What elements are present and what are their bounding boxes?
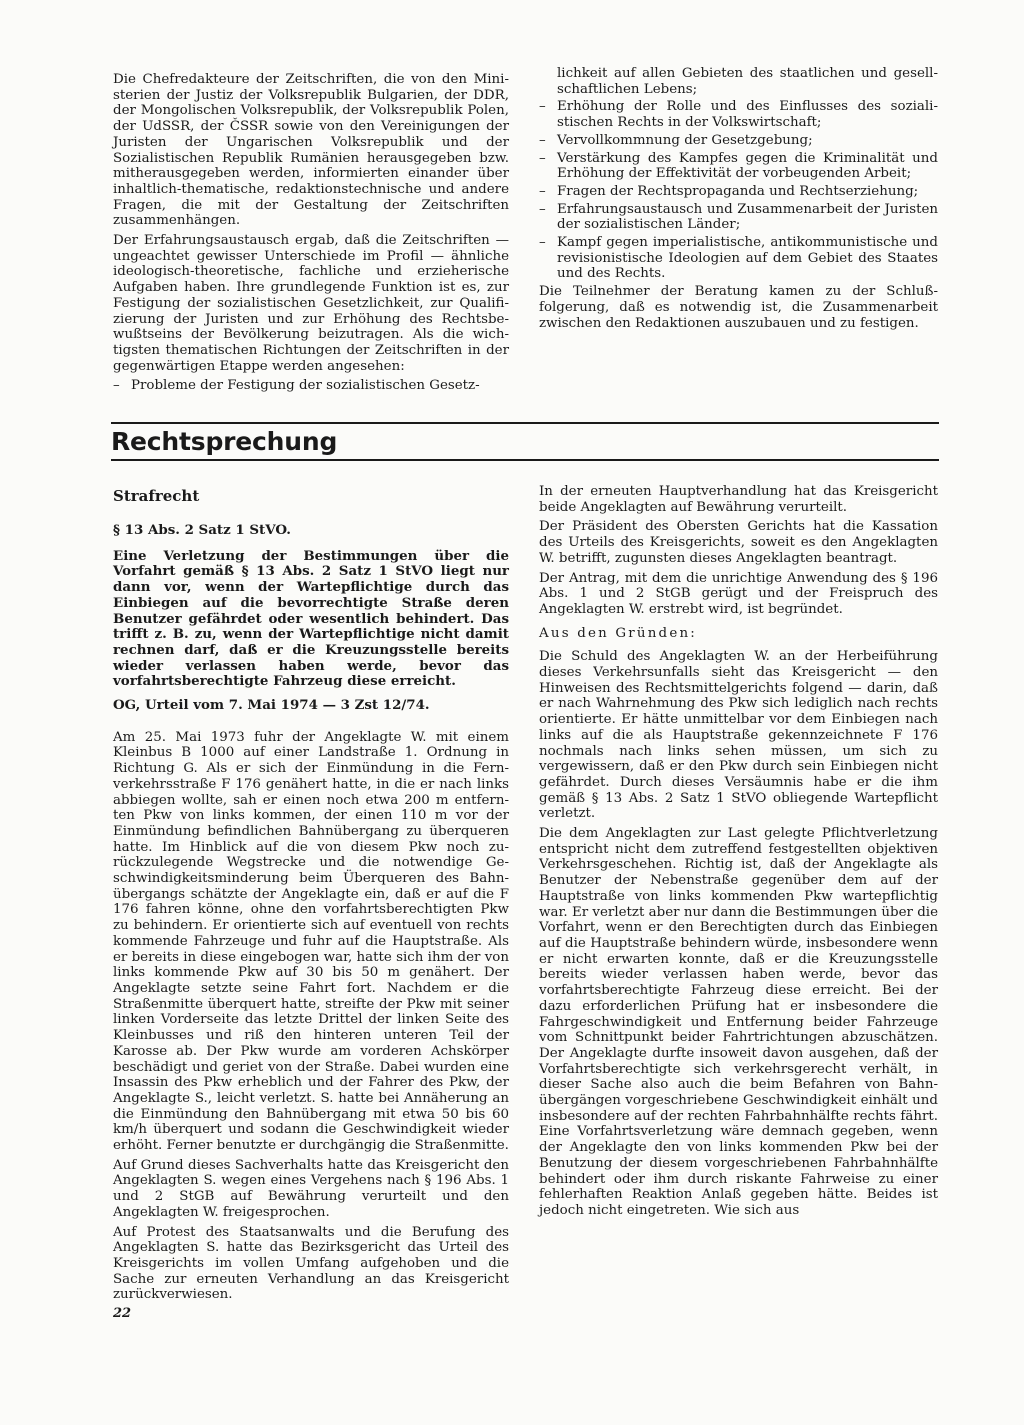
- case-left-column: [113, 484, 509, 1307]
- section-rule-top: [111, 422, 939, 424]
- intro-right-column: [539, 66, 938, 335]
- intro-paragraph: Die Chefredakteure der Zeitschriften, die von den Ministerien der Justiz der Volksrepublik Bulgarien, der DDR, der Mongolischen Volksrepublik, der Volksrepublik Polen, der UdSSR, der ČSSR sowie von den Vereinigungen der Juristen der Ungarischen Volksrepublik und der Sozialistischen Republik Rumänien herausgegeben bzw. mitherausgegeben werden, informierten einander über inhaltlich-thematische, redaktionstechnische und andere Fragen, die mit der Gestaltung der Zeitschriften zusammenhängen.: [113, 72, 509, 229]
- facts-paragraph: Auf Grund dieses Sachverhalts hatte das Kreisgericht den Angeklagten S. wegen eines Vergehens nach § 196 Abs. 1 und 2 StGB auf Bewährung verurteilt und den Angeklagten W. freigesprochen.: [113, 1157, 509, 1220]
- topic-bullet: – Erhöhung der Rolle und des Einflusses des sozialistischen Rechts in der Volkswirtschaft;: [539, 99, 938, 130]
- topic-bullet: – Erfahrungsaustausch und Zusammenarbeit der Juristen der sozialistischen Länder;: [539, 202, 938, 233]
- intro-paragraph: Der Erfahrungsaustausch ergab, daß die Zeitschriften — ungeachtet gewisser Unterschiede im Profil — ähnliche ideologisch-theoretische, fachliche und erzieherische Aufgaben haben. Ihre grundlegende Funktion ist es, zur Festigung der sozialistischen Gesetzlichkeit, zur Qualifizierung der Juristen und zur Erhöhung des Rechtsbewußtseins der Bevölkerung beizutragen. Als die wichtigsten thematischen Richtungen der Zeitschriften in der gegenwärtigen Etappe werden angesehen:: [113, 233, 509, 374]
- legal-reference: § 13 Abs. 2 Satz 1 StVO.: [113, 522, 291, 538]
- reasons-heading: Aus den Gründen:: [539, 625, 697, 641]
- decision-citation: OG, Urteil vom 7. Mai 1974 — 3 Zst 12/74.: [113, 697, 430, 714]
- section-rule-bottom: [111, 459, 939, 461]
- topic-bullet: – Fragen der Rechtspropaganda und Rechtserziehung;: [539, 184, 938, 200]
- reasons-paragraph: Die dem Angeklagten zur Last gelegte Pflichtverletzung entspricht nicht dem zutreffend festgestellten objektiven Verkehrsgeschehen. Richtig ist, daß der Angeklagte als Benutzer der Nebenstraße gegenüber dem auf der Hauptstraße von links kommenden Pkw wartepflichtig war. Er verletzt aber nur dann die Bestimmungen über die Vorfahrt, wenn er den Berechtigten durch das Einbiegen auf die Hauptstraße behindern würde, insbesondere wenn er nicht erwarten konnte, daß er die Kreuzungsstelle bereits wieder verlassen haben werde, bevor das vorfahrtsberechtigte Fahrzeug diese erreicht. Bei der dazu erforderlichen Prüfung hat er insbesondere die Fahrgeschwindigkeit und Entfernung beider Fahrzeuge vom Schnittpunkt beider Fahrtrichtungen abzuschätzen. Der Angeklagte durfte insoweit davon ausgehen, daß der Vorfahrtsberechtigte sich verkehrsgerecht verhält, in dieser Sache also auch die beim Befahren von Bahnübergängen vorgeschriebene Geschwindigkeit einhält und insbesondere auf der rechten Fahrbahnhälfte rechts fährt. Eine Vorfahrtsverletzung wäre demnach gegeben, wenn der Angeklagte den von links kommenden Pkw bei der Benutzung der diesem vorgeschriebenen Fahrbahnhälfte behindert oder ihm durch riskante Fahrweise zu einer fehlerhaften Reaktion Anlaß gegeben hätte. Beides ist jedoch nicht eingetreten. Wie sich aus: [539, 826, 938, 1218]
- subsection-heading: Strafrecht: [113, 487, 200, 505]
- procedure-paragraph: Der Antrag, mit dem die unrichtige Anwendung des § 196 Abs. 1 und 2 StGB gerügt und der Freispruch des Angeklagten W. erstrebt wird, ist begründet.: [539, 570, 938, 617]
- topic-bullet: – Kampf gegen imperialistische, antikommunistische und revisionistische Ideologien auf dem Gebiet des Staates und des Rechts.: [539, 235, 938, 282]
- conclusion-paragraph: Die Teilnehmer der Beratung kamen zu der Schlußfolgerung, daß es notwendig ist, die Zusammenarbeit zwischen den Redaktionen auszubauen und zu festigen.: [539, 284, 938, 331]
- intro-left-column: [113, 72, 509, 396]
- page-number: 22: [113, 1306, 132, 1321]
- topic-bullet: – Probleme der Festigung der sozialistischen Gesetz-: [113, 378, 509, 394]
- headnote: Eine Verletzung der Bestimmungen über die Vorfahrt gemäß § 13 Abs. 2 Satz 1 StVO liegt nur dann vor, wenn der Wartepflichtige durch das Einbiegen auf die bevorrechtigte Straße deren Benutzer gefährdet oder wesentlich behindert. Das trifft z. B. zu, wenn der Wartepflichtige nicht damit rechnen darf, daß er die Kreuzungsstelle bereits wieder verlassen haben werde, bevor das vorfahrtsberechtigte Fahrzeug diese erreicht.: [113, 547, 509, 690]
- topic-bullet: – Vervollkommnung der Gesetzgebung;: [539, 133, 938, 149]
- case-right-column: [539, 484, 938, 1223]
- facts-paragraph: Am 25. Mai 1973 fuhr der Angeklagte W. mit einem Kleinbus B 1000 auf einer Landstraße 1. Ordnung in Richtung G. Als er sich der Einmündung in die Fernverkehrsstraße F 176 genähert hatte, in die er nach links abbiegen wollte, sah er einen noch etwa 200 m entfernten Pkw von links kommen, der einen 110 m vor der Einmündung befindlichen Bahnübergang zu überqueren hatte. Im Hinblick auf die von diesem Pkw noch zurückzulegende Wegstrecke und die notwendige Geschwindigkeitsminderung beim Überqueren des Bahnübergangs schätzte der Angeklagte ein, daß er auf die F 176 fahren könne, ohne den vorfahrtsberechtigten Pkw zu behindern. Er orientierte sich auf eventuell von rechts kommende Fahrzeuge und fuhr auf die Hauptstraße. Als er bereits in diese eingebogen war, hatte sich ihm der von links kommende Pkw auf 30 bis 50 m genähert. Der Angeklagte setzte seine Fahrt fort. Nachdem er die Straßenmitte überquert hatte, streifte der Pkw mit seiner linken Vorderseite das letzte Drittel der linken Seite des Kleinbusses und riß den hinteren unteren Teil der Karosse ab. Der Pkw wurde am vorderen Achskörper beschädigt und geriet von der Straße. Dabei wurden eine Insassin des Pkw erheblich und der Fahrer des Pkw, der Angeklagte S., leicht verletzt. S. hatte bei Annäherung an die Einmündung den Bahnübergang mit etwa 50 bis 60 km/h überquert und sodann die Geschwindigkeit wieder erhöht. Ferner benutzte er durchgängig die Straßenmitte.: [113, 729, 509, 1154]
- section-title: Rechtsprechung: [111, 427, 338, 456]
- topic-bullet: – Verstärkung des Kampfes gegen die Kriminalität und Erhöhung der Effektivität der vorbeugenden Arbeit;: [539, 151, 938, 182]
- topic-bullet-continuation: lichkeit auf allen Gebieten des staatlichen und gesellschaftlichen Lebens;: [557, 66, 938, 97]
- procedure-paragraph: In der erneuten Hauptverhandlung hat das Kreisgericht beide Angeklagten auf Bewährung verurteilt.: [539, 484, 938, 515]
- procedure-paragraph: Der Präsident des Obersten Gerichts hat die Kassation des Urteils des Kreisgerichts, soweit es den Angeklagten W. betrifft, zugunsten dieses Angeklagten beantragt.: [539, 519, 938, 566]
- reasons-paragraph: Die Schuld des Angeklagten W. an der Herbeiführung dieses Verkehrsunfalls sieht das Kreisgericht — den Hinweisen des Rechtsmittelgerichts folgend — darin, daß er nach Wahrnehmung des Pkw sich lediglich nach rechts orientierte. Er hätte unmittelbar vor dem Einbiegen nach links auf die als Hauptstraße gekennzeichnete F 176 nochmals nach links sehen müssen, um sich zu vergewissern, daß er den Pkw durch sein Einbiegen nicht gefährdet. Durch dieses Versäumnis habe er die ihm gemäß § 13 Abs. 2 Satz 1 StVO obliegende Wartepflicht verletzt.: [539, 649, 938, 822]
- facts-paragraph: Auf Protest des Staatsanwalts und die Berufung des Angeklagten S. hatte das Bezirksgericht das Urteil des Kreisgerichts im vollen Umfang aufgehoben und die Sache zur erneuten Verhandlung an das Kreisgericht zurückverwiesen.: [113, 1224, 509, 1303]
